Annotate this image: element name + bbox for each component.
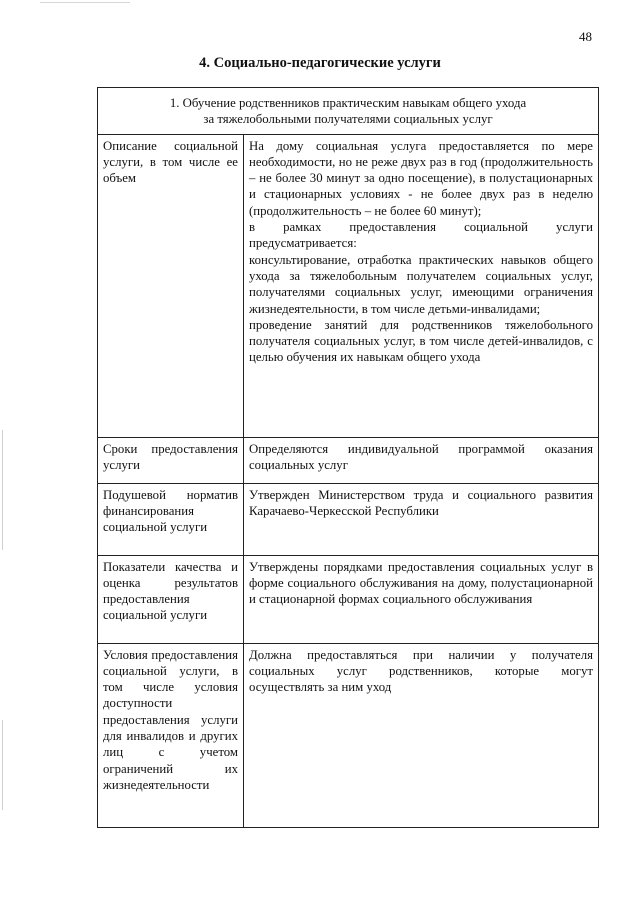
service-title-line2: за тяжелобольными получателями социальных услуг [203, 112, 493, 127]
service-table [97, 87, 599, 828]
scan-margin-mark [2, 720, 3, 810]
conditions-value [244, 643, 599, 827]
quality-label: Показатели качества и оценка результатов предоставления социальной услуги [98, 555, 244, 643]
table-row [98, 134, 599, 437]
terms-text: Определяются индивидуальной программой оказания социальных услуг [249, 441, 593, 472]
quality-text: Утверждены порядками предоставления социальных услуг в форме социального обслуживания на дому, полустационарной и стационарной формах социального обслуживания [249, 559, 593, 607]
scan-margin-mark [2, 430, 3, 550]
table-row [98, 437, 599, 483]
service-title [98, 88, 599, 135]
conditions-text: Должна предоставляться при наличии у получателя социальных услуг родственников, которые могут осуществлять за ним уход [249, 647, 593, 695]
service-header-row [98, 88, 599, 135]
description-paragraph: в рамках предоставления социальной услуги предусматривается: [249, 220, 593, 251]
norm-text: Утвержден Министерством труда и социального развития Карачаево-Черкесской Республики [249, 487, 593, 518]
scan-edge-mark [40, 2, 130, 3]
section-title: 4. Социально-педагогические услуги [199, 55, 441, 71]
page-number: 48 [579, 29, 592, 44]
norm-value [244, 483, 599, 555]
conditions-label: Условия предоставления социальной услуги, в том числе условия доступности предоставления услуги для инвалидов и других лиц с учетом ограничений их жизнедеятельности [98, 643, 244, 827]
description-paragraph: проведение занятий для родственников тяжелобольного получателя социальных услуг, в том числе детей-инвалидов, с целью обучения их навыкам общего ухода [249, 317, 593, 365]
terms-value [244, 437, 599, 483]
table-row [98, 483, 599, 555]
description-label: Описание социальной услуги, в том числе ее объем [98, 134, 244, 437]
table-row [98, 555, 599, 643]
description-paragraph: На дому социальная услуга предоставляется по мере необходимости, но не реже двух раз в год (продолжительность – не более 30 минут за одно посещение), в полустационарных и стационарных условиях - не более двух раз в неделю (продолжительность – не более 60 минут); [249, 138, 593, 218]
quality-value [244, 555, 599, 643]
service-title-line1: 1. Обучение родственников практическим навыкам общего ухода [169, 96, 527, 110]
terms-label: Сроки предоставления услуги [98, 437, 244, 483]
description-value [244, 134, 599, 437]
description-paragraph: консультирование, отработка практических навыков общего ухода за тяжелобольным получателем социальных услуг, получателями социальных услуг, имеющими ограничения жизнедеятельности, в том числе детьми-инвалидами; [249, 252, 593, 316]
norm-label: Подушевой норматив финансирования социальной услуги [98, 483, 244, 555]
table-row [98, 643, 599, 827]
